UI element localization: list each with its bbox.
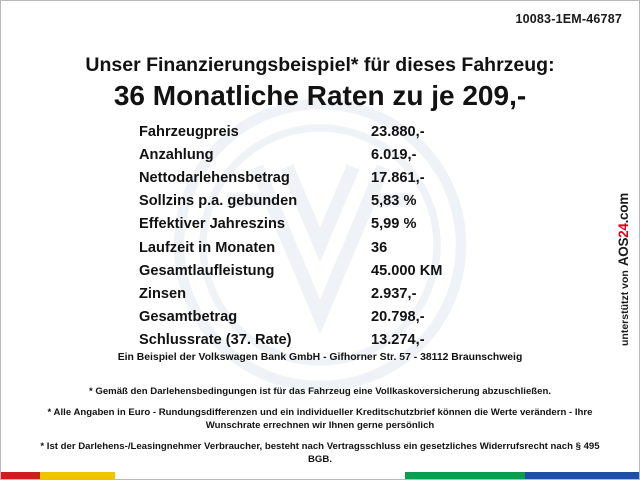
- row-value: 6.019,-: [371, 146, 417, 163]
- finance-details-table: [139, 120, 499, 352]
- brand-part-24: 24: [616, 223, 631, 238]
- table-row: [139, 329, 499, 352]
- footnote: * Ist der Darlehens-/Leasingnehmer Verbraucher, besteht nach Vertragsschluss ein gesetzliches Widerrufsrecht nach § 495 BGB.: [40, 441, 600, 465]
- table-row: [139, 282, 499, 305]
- reference-code: 10083-1EM-46787: [515, 12, 622, 26]
- brand-part-aos: AOS: [616, 237, 631, 267]
- row-value: 20.798,-: [371, 309, 425, 326]
- row-label: Zinsen: [139, 285, 187, 302]
- row-label: Gesamtbetrag: [139, 309, 238, 326]
- color-bar-yellow: [40, 472, 115, 480]
- table-row: [139, 143, 499, 166]
- row-label: Nettodarlehensbetrag: [139, 169, 290, 186]
- row-label: Gesamtlaufleistung: [139, 262, 275, 279]
- footnote: * Alle Angaben in Euro - Rundungsdifferenzen und ein individueller Kreditschutzbrief können die Werte verändern - Ihre Wunschrate errechnen wir Ihnen gerne persönlich: [47, 407, 593, 431]
- page-subtitle: 36 Monatliche Raten zu je 209,-: [113, 80, 527, 111]
- row-value: 23.880,-: [371, 123, 425, 140]
- color-bar-green: [405, 472, 525, 480]
- color-bar-red: [0, 472, 40, 480]
- table-row: [139, 236, 499, 259]
- row-value: 5,83 %: [371, 193, 417, 210]
- footnotes: [30, 386, 610, 466]
- aos24-logo: [616, 193, 631, 266]
- row-label: Anzahlung: [139, 146, 214, 163]
- brand-part-com: .com: [616, 193, 631, 224]
- table-row: [139, 259, 499, 282]
- supported-by-credit: [614, 168, 636, 348]
- color-bar-blue: [525, 472, 640, 480]
- bank-address-line: Ein Beispiel der Volkswagen Bank GmbH - Gifhorner Str. 57 - 38112 Braunschweig: [117, 352, 523, 363]
- table-row: [139, 190, 499, 213]
- table-row: [139, 120, 499, 143]
- row-label: Schlussrate (37. Rate): [139, 332, 292, 349]
- footnote: * Gemäß den Darlehensbedingungen ist für das Fahrzeug eine Vollkaskoversicherung abzuschließen.: [88, 386, 552, 397]
- table-row: [139, 306, 499, 329]
- row-value: 36: [371, 239, 388, 256]
- row-value: 17.861,-: [371, 169, 425, 186]
- row-label: Laufzeit in Monaten: [139, 239, 276, 256]
- table-row: [139, 213, 499, 236]
- row-value: 45.000 KM: [371, 262, 443, 279]
- row-label: Sollzins p.a. gebunden: [139, 193, 298, 210]
- row-value: 2.937,-: [371, 285, 417, 302]
- page-title: Unser Finanzierungsbeispiel* für dieses Fahrzeug:: [85, 54, 555, 76]
- row-value: 13.274,-: [371, 332, 425, 349]
- row-value: 5,99 %: [371, 216, 417, 233]
- row-label: Fahrzeugpreis: [139, 123, 239, 140]
- table-row: [139, 166, 499, 189]
- supported-by-label: unterstützt von: [619, 270, 631, 346]
- color-bar-white: [115, 472, 405, 480]
- row-label: Effektiver Jahreszins: [139, 216, 286, 233]
